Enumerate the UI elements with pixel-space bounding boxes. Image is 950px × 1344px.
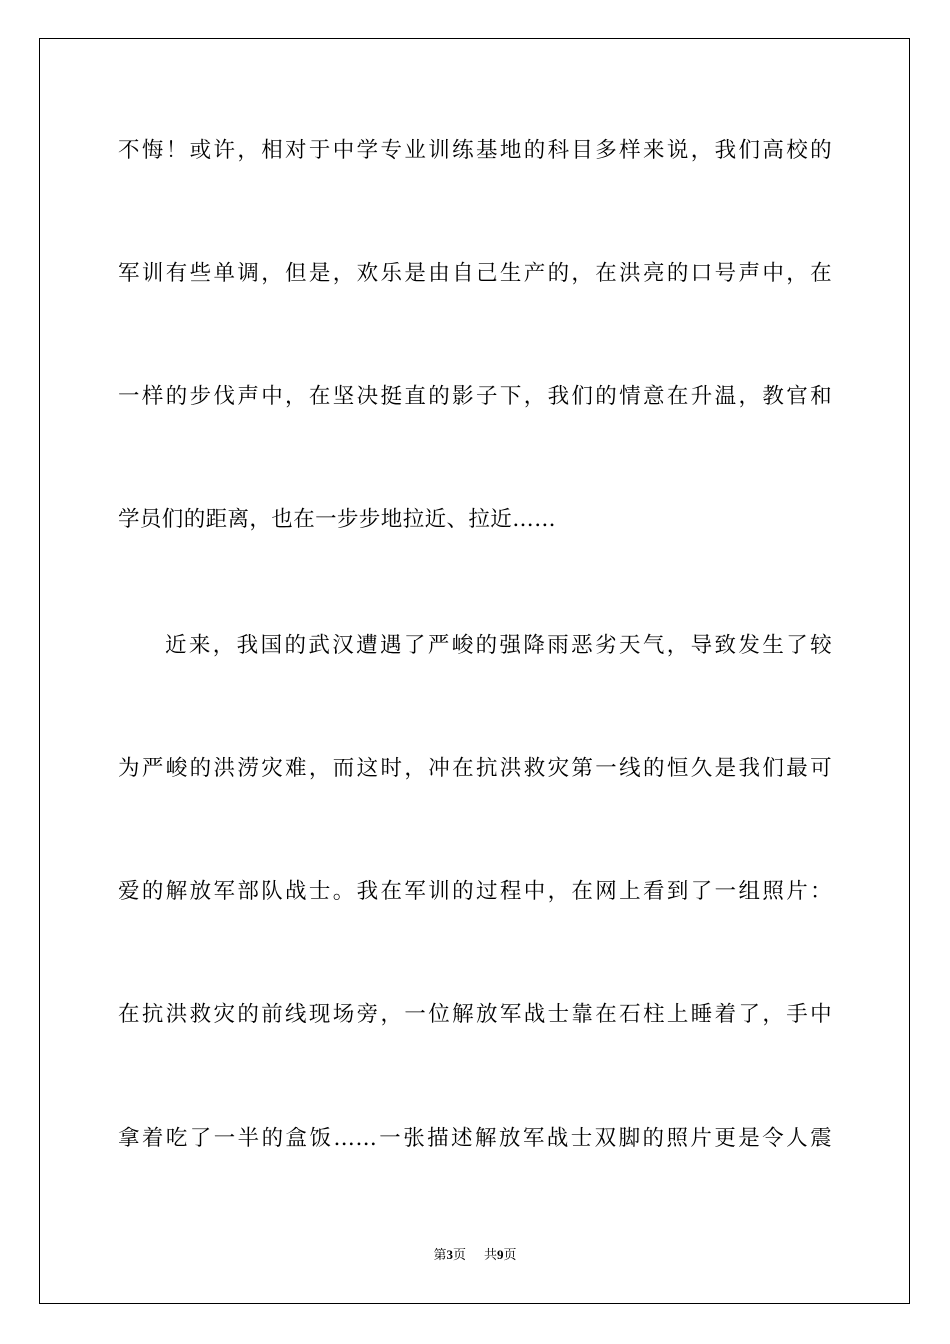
total-prefix: 共 bbox=[484, 1248, 498, 1263]
paragraph-line-6: 为严峻的洪涝灾难，而这时，冲在抗洪救灾第一线的恒久是我们最可 bbox=[118, 756, 832, 781]
paragraph-line-8: 在抗洪救灾的前线现场旁，一位解放军战士靠在石柱上睡着了，手中 bbox=[118, 1002, 832, 1027]
paragraph-line-1: 不悔！或许，相对于中学专业训练基地的科目多样来说，我们高校的 bbox=[118, 138, 832, 163]
total-pages: 9 bbox=[497, 1247, 504, 1262]
page-prefix: 第 bbox=[433, 1248, 447, 1263]
page-number bbox=[433, 1248, 466, 1263]
current-page: 3 bbox=[446, 1247, 453, 1262]
page-footer bbox=[0, 1246, 950, 1265]
page-suffix: 页 bbox=[452, 1248, 466, 1263]
paragraph-line-3: 一样的步伐声中，在坚决挺直的影子下，我们的情意在升温，教官和 bbox=[118, 384, 832, 409]
paragraph-line-9: 拿着吃了一半的盒饭……一张描述解放军战士双脚的照片更是令人震 bbox=[118, 1126, 832, 1151]
total-suffix: 页 bbox=[503, 1248, 517, 1263]
paragraph-line-4: 学员们的距离，也在一步步地拉近、拉近…… bbox=[118, 507, 557, 532]
paragraph-line-2: 军训有些单调，但是，欢乐是由自己生产的，在洪亮的口号声中，在 bbox=[118, 261, 832, 286]
paragraph-line-7: 爱的解放军部队战士。我在军训的过程中，在网上看到了一组照片： bbox=[118, 879, 832, 904]
page-total bbox=[484, 1248, 517, 1263]
paragraph-line-5: 近来，我国的武汉遭遇了严峻的强降雨恶劣天气，导致发生了较 bbox=[165, 633, 832, 658]
page-border bbox=[39, 38, 910, 1304]
